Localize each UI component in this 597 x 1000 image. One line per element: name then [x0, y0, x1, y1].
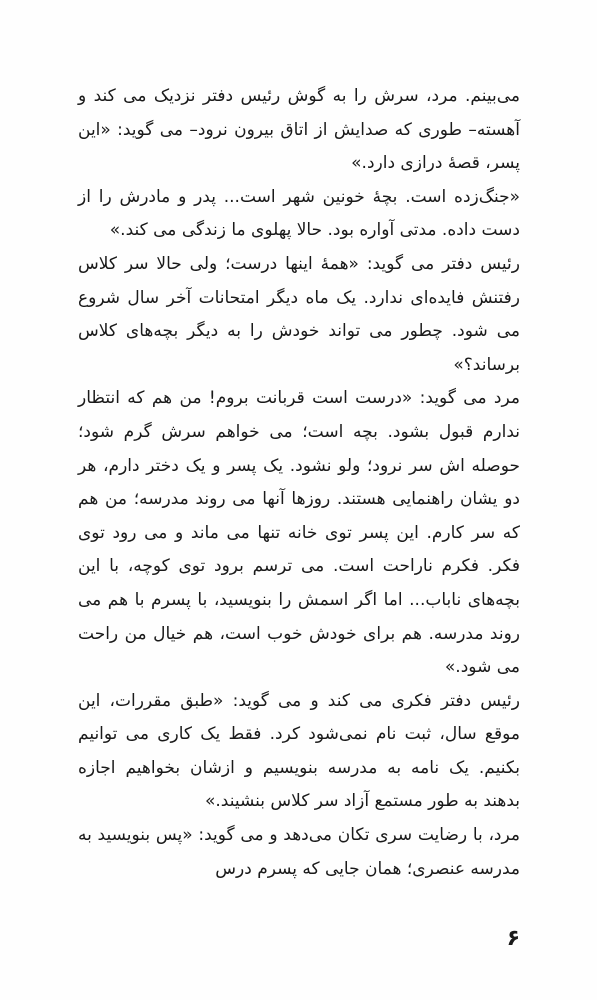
paragraph: مرد می گوید: «درست است قربانت بروم! من هم که انتظار ندارم قبول بشود. بچه است؛ می خواهم سرش گرم شود؛ حوصله اش سر نرود؛ ولو نشود. یک پسر و یک دختر دارم، هر دو یشان راهنمایی هستند. روزها آنها می روند مدرسه؛ من هم که سر کارم. این پسر توی خانه تنها می ماند و می رود توی فکر. فکرم ناراحت است. می ترسم برود توی کوچه، با این بچه‌های ناباب... اما اگر اسمش را بنویسید، با پسرم با هم می روند مدرسه. هم برای خودش خوب است، هم خیال من راحت می شود.»	[78, 388, 520, 678]
paragraph: رئیس دفتر می گوید: «همهٔ اینها درست؛ ولی حالا سر کلاس رفتنش فایده‌ای ندارد. یک ماه دیگر امتحانات آخر سال شروع می شود. چطور می تواند خودش را به دیگر بچه‌های کلاس برساند؟»	[78, 253, 520, 375]
body-text	[78, 80, 520, 886]
page-number: ۶	[506, 926, 520, 951]
paragraph: «جنگ‌زده است. بچهٔ خونین شهر است... پدر و مادرش را از دست داده. مدتی آواره بود. حالا پهلوی ما زندگی می کند.»	[78, 186, 520, 241]
paragraph: رئیس دفتر فکری می کند و می گوید: «طبق مقررات، این موقع سال، ثبت نام نمی‌شود کرد. فقط یک کاری می توانیم بکنیم. یک نامه به مدرسه بنویسیم و ازشان بخواهیم اجازه بدهند به طور مستمع آزاد سر کلاس بنشیند.»	[78, 690, 520, 812]
paragraph: مرد، با رضایت سری تکان می‌دهد و می گوید: «پس بنویسید به مدرسه عنصری؛ همان جایی که پسرم درس	[78, 825, 520, 879]
paragraph: می‌بینم. مرد، سرش را به گوش رئیس دفتر نزدیک می کند و آهسته– طوری که صدایش از اتاق بیرون نرود– می گوید: «این پسر، قصهٔ درازی دارد.»	[78, 86, 520, 174]
